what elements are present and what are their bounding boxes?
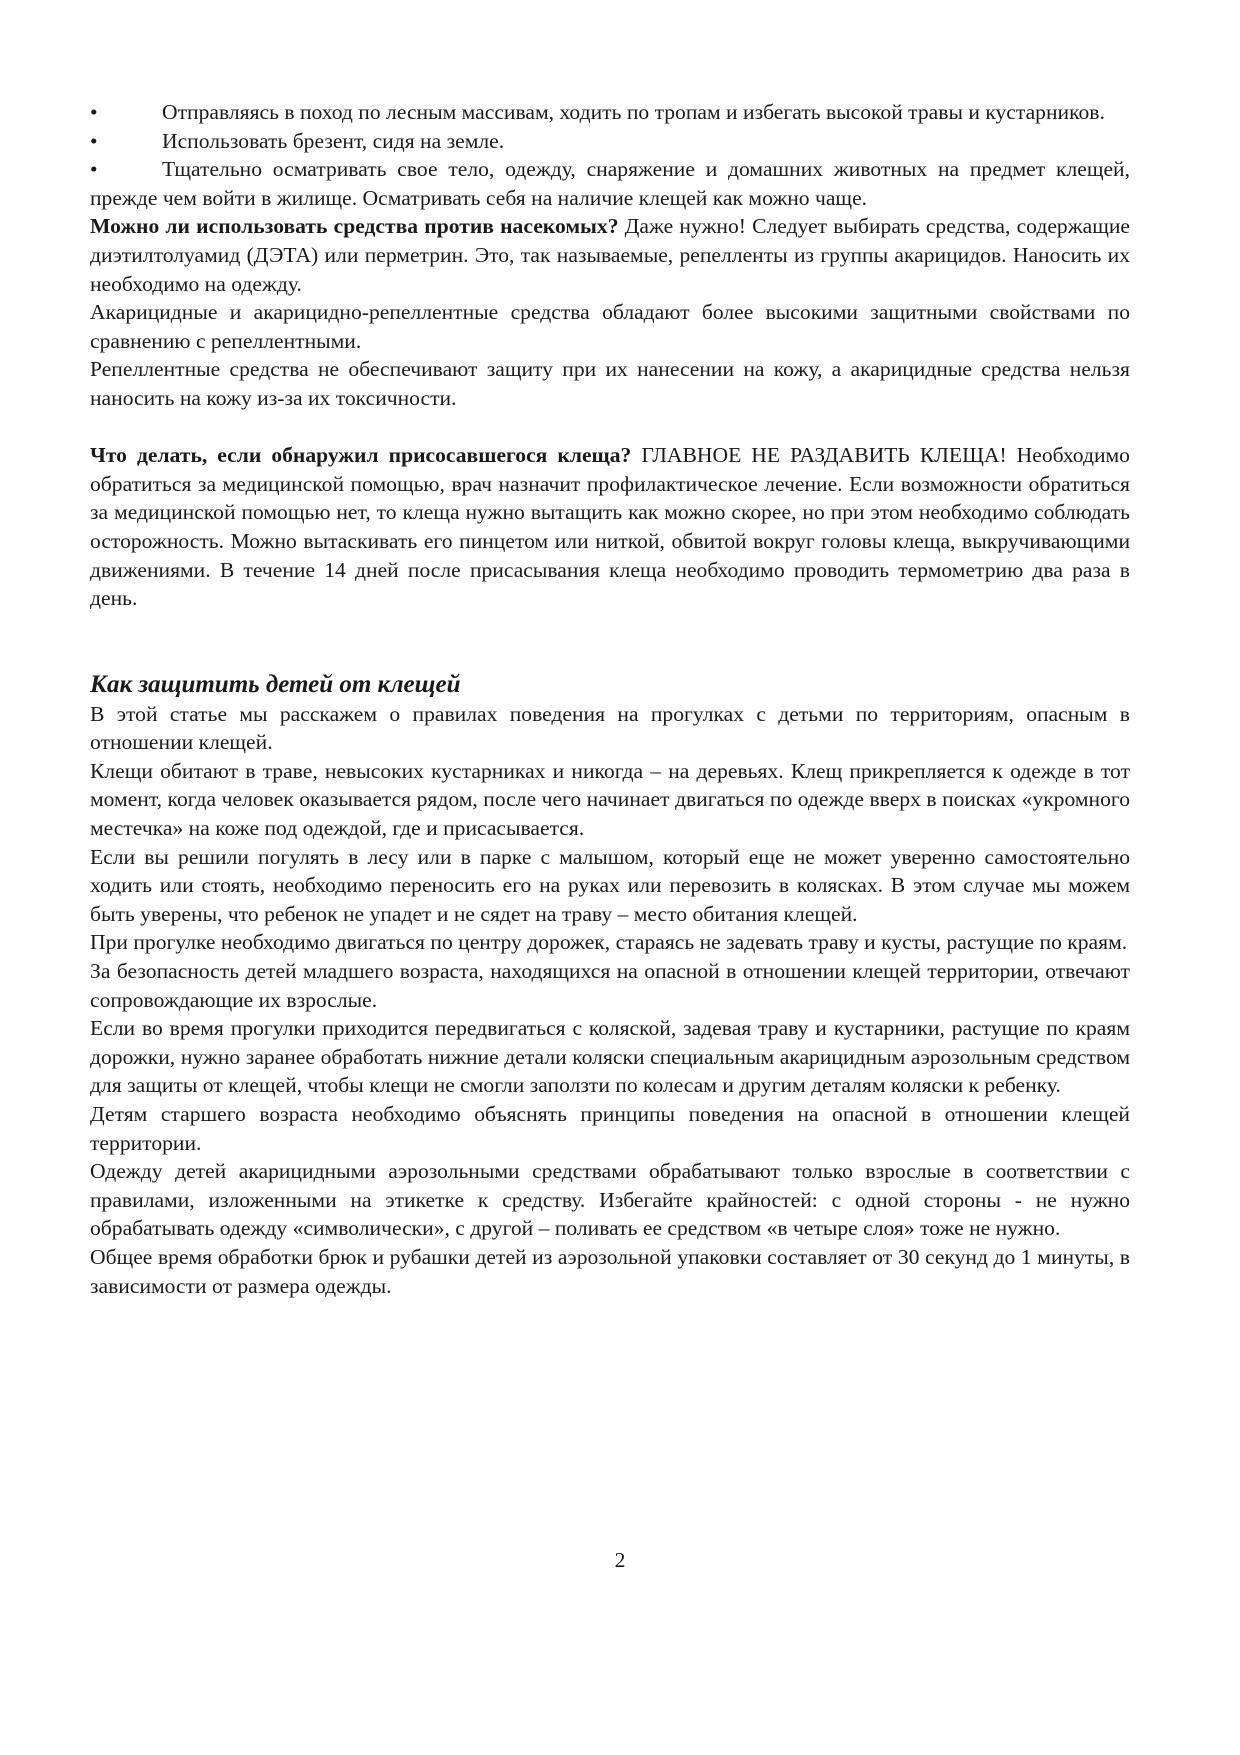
bullet-icon: • — [90, 128, 98, 153]
tick-removal-paragraph — [90, 441, 1130, 613]
bullet-icon: • — [90, 100, 98, 124]
paragraph: Детям старшего возраста необходимо объяснять принципы поведения на опасной в отношении клещей территории. — [90, 1102, 1130, 1155]
section-heading: Как защитить детей от клещей — [90, 670, 461, 698]
bullet-text: Тщательно осматривать свое тело, одежду, снаряжение и домашних животных на предмет клещей, прежде чем войти в жилище. Осматривать себя на наличие клещей как можно чаще. — [90, 157, 1130, 210]
tick-answer: ГЛАВНОЕ НЕ РАЗДАВИТЬ КЛЕЩА! Необходимо обратиться за медицинской помощью, врач назначит профилактическое лечение. Если возможности обратиться за медицинской помощью нет, то клеща нужно вытащить как можно скорее, но при этом необходимо соблюдать осторожность. Можно вытаскивать его пинцетом или ниткой, обвитой вокруг головы клеща, выкручивающими движениями. В течение 14 дней после присасывания клеща необходимо проводить термометрию два раза в день. — [90, 443, 1130, 611]
paragraph: За безопасность детей младшего возраста, находящихся на опасной в отношении клещей территории, отвечают сопровождающие их взрослые. — [90, 959, 1130, 1012]
insect-answer: Даже нужно! Следует выбирать средства, содержащие диэтилтолуамид (ДЭТА) или перметрин. Это, так называемые, репелленты из группы акарицидов. Наносить их необходимо на одежду. — [90, 214, 1130, 296]
tick-question: Что делать, если обнаружил присосавшегося клеща? — [90, 443, 632, 468]
bullet-item — [90, 98, 1130, 127]
paragraph: При прогулке необходимо двигаться по центру дорожек, стараясь не задевать траву и кусты, растущие по краям. — [90, 930, 1128, 955]
paragraph: Если во время прогулки приходится передвигаться с коляской, задевая траву и кустарники, растущие по краям дорожки, нужно заранее обработать нижние детали коляски специальным акарицидным аэрозольным средством для защиты от клещей, чтобы клещи не смогли заползти по колесам и другим деталям коляски к ребенку. — [90, 1016, 1130, 1098]
paragraph: Общее время обработки брюк и рубашки детей из аэрозольной упаковки составляет от 30 секунд до 1 минуты, в зависимости от размера одежды. — [90, 1244, 1130, 1298]
page-number: 2 — [614, 1548, 626, 1572]
bullet-item — [90, 127, 1130, 156]
paragraph: Одежду детей акарицидными аэрозольными средствами обрабатывают только взрослые в соответствии с правилами, изложенными на этикетке к средству. Избегайте крайностей: с одной стороны - не нужно обрабатывать одежду «символически», с другой – поливать ее средством «в четыре слоя» тоже не нужно. — [90, 1159, 1130, 1241]
spacer — [90, 613, 1130, 670]
document-page — [90, 98, 1130, 1300]
bullet-text: Использовать брезент, сидя на земле. — [162, 128, 505, 153]
bullet-text: Отправляясь в поход по лесным массивам, ходить по тропам и избегать высокой травы и кустарников. — [162, 100, 1105, 124]
insect-repellent-paragraph — [90, 212, 1130, 298]
bullet-icon: • — [90, 157, 98, 182]
paragraph: Клещи обитают в траве, невысоких кустарниках и никогда – на деревьях. Клещ прикрепляется к одежде в тот момент, когда человек оказывается рядом, после чего начинает двигаться по одежде вверх в поисках «укромного местечка» на коже под одеждой, где и присасывается. — [90, 758, 1130, 841]
bullet-item — [90, 155, 1130, 212]
insect-question: Можно ли использовать средства против насекомых? — [90, 214, 619, 239]
spacer — [90, 413, 1130, 442]
paragraph: В этой статье мы расскажем о правилах поведения на прогулках с детьми по территориям, опасным в отношении клещей. — [90, 701, 1130, 755]
paragraph: Если вы решили погулять в лесу или в парке с малышом, который еще не может уверенно самостоятельно ходить или стоять, необходимо переносить его на руках или перевозить в колясках. В этом случае мы можем быть уверены, что ребенок не упадет и не сядет на траву – место обитания клещей. — [90, 844, 1130, 926]
paragraph: Репеллентные средства не обеспечивают защиту при их нанесении на кожу, а акарицидные средства нельзя наносить на кожу из-за их токсичности. — [90, 357, 1130, 410]
paragraph: Акарицидные и акарицидно-репеллентные средства обладают более высокими защитными свойствами по сравнению с репеллентными. — [90, 300, 1130, 353]
